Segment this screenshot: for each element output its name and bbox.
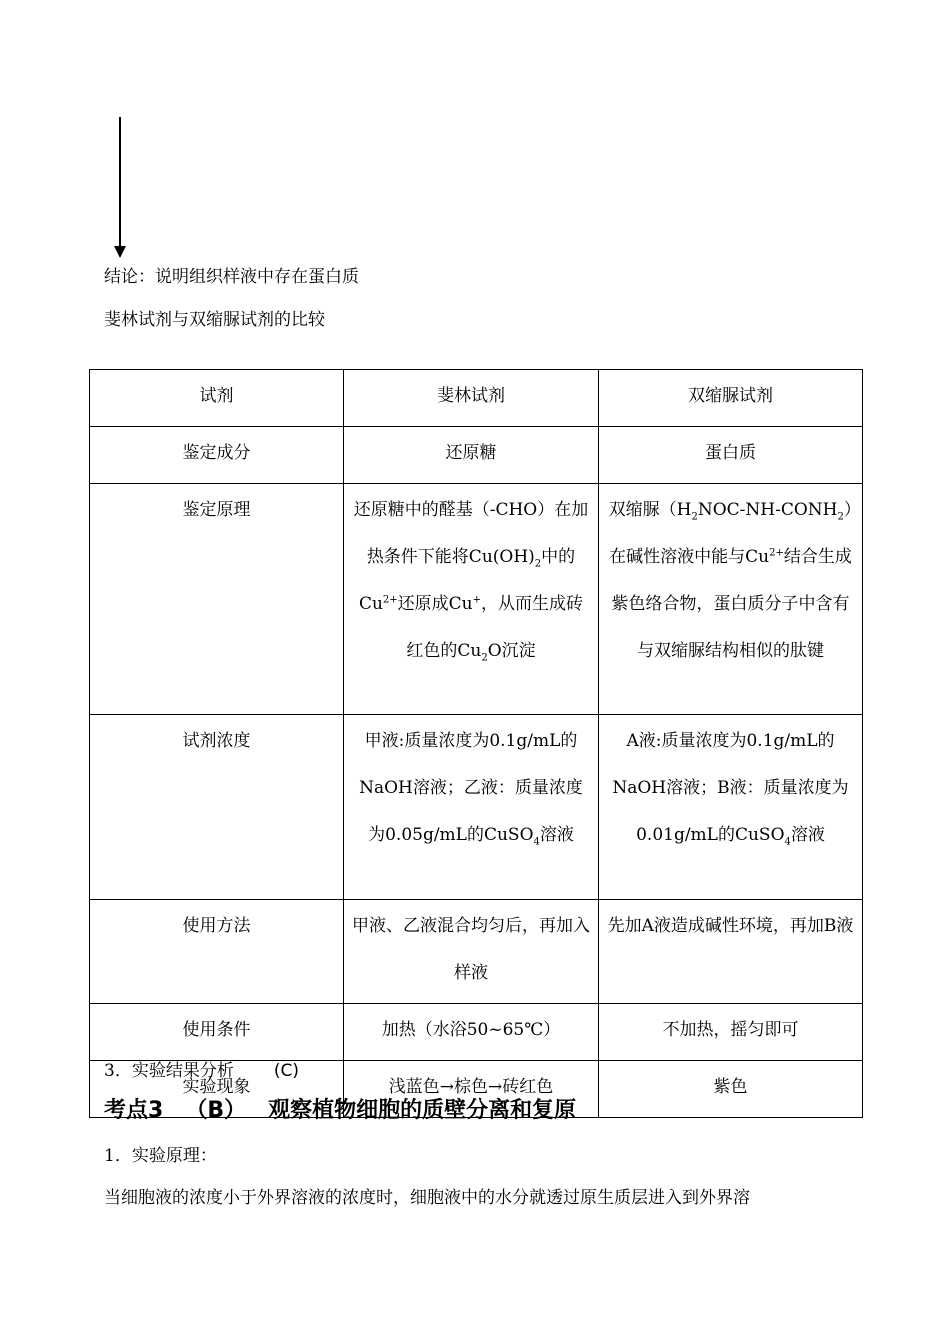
table-header-cell: 试剂 — [90, 370, 344, 427]
heading-level: （B） — [185, 1098, 247, 1123]
biuret-concentration-cell: A液:质量浓度为0.1g/mL的NaOH溶液；B液：质量浓度为0.01g/mL的CuSO$_4$溶液 — [599, 715, 863, 900]
heading-title: 观察植物细胞的质壁分离和复原 — [268, 1098, 577, 1123]
table-cell: 不加热，摇匀即可 — [599, 1004, 863, 1061]
table-cell: 使用条件 — [90, 1004, 344, 1061]
table-header-cell: 斐林试剂 — [344, 370, 599, 427]
comparison-table — [89, 369, 863, 1118]
table-cell: 加热（水浴50~65℃） — [344, 1004, 599, 1061]
table-cell: 使用方法 — [90, 900, 344, 1004]
table-row — [90, 370, 863, 427]
table-cell: 浅蓝色→棕色→砖红色 — [344, 1061, 599, 1118]
table-row — [90, 715, 863, 900]
biuret-principle-cell: 双缩脲$(H_2NOC-NH-CONH_2)$在碱性溶液中能与$Cu^{2+}$结合生成紫色络合物，蛋白质分子中含有与双缩脲结构相似的肽键 — [599, 484, 863, 715]
fehling-principle-cell: 还原糖中的醛基（-CHO）在加热条件下能将$Cu(OH)_2$中的$Cu^{2+}$还原成Cu+，从而生成砖红色的$Cu_2O$沉淀 — [344, 484, 599, 715]
table-cell: 实验现象 — [90, 1061, 344, 1118]
analysis-level-tag: (C) — [273, 1061, 299, 1081]
table-cell: 先加A液造成碱性环境，再加B液 — [599, 900, 863, 1004]
table-row — [90, 427, 863, 484]
table-row — [90, 484, 863, 715]
table-cell: 还原糖 — [344, 427, 599, 484]
table-cell: 鉴定成分 — [90, 427, 344, 484]
table-cell: 鉴定原理 — [90, 484, 344, 715]
conclusion-text: 结论：说明组织样液中存在蛋白质 — [104, 267, 359, 287]
table-row — [90, 1004, 863, 1061]
flow-arrow-head — [114, 246, 126, 258]
principle-text: 当细胞液的浓度小于外界溶液的浓度时，细胞液中的水分就透过原生质层进入到外界溶 — [104, 1188, 750, 1208]
analysis-text: 3．实验结果分析 — [104, 1061, 234, 1081]
principle-title: 1．实验原理： — [104, 1146, 217, 1166]
table-cell: 甲液、乙液混合均匀后，再加入样液 — [344, 900, 599, 1004]
section-heading — [104, 1093, 576, 1124]
fehling-concentration-cell: 甲液:质量浓度为0.1g/mL的NaOH溶液；乙液：质量浓度为0.05g/mL的CuSO$_4$溶液 — [344, 715, 599, 900]
heading-prefix: 考点3 — [104, 1098, 164, 1123]
table-header-cell: 双缩脲试剂 — [599, 370, 863, 427]
table-cell: 紫色 — [599, 1061, 863, 1118]
table-cell: 蛋白质 — [599, 427, 863, 484]
table-cell: 试剂浓度 — [90, 715, 344, 900]
table-row — [90, 900, 863, 1004]
analysis-line — [104, 1056, 299, 1081]
flow-arrow-line — [119, 117, 121, 247]
comparison-title: 斐林试剂与双缩脲试剂的比较 — [104, 310, 325, 330]
